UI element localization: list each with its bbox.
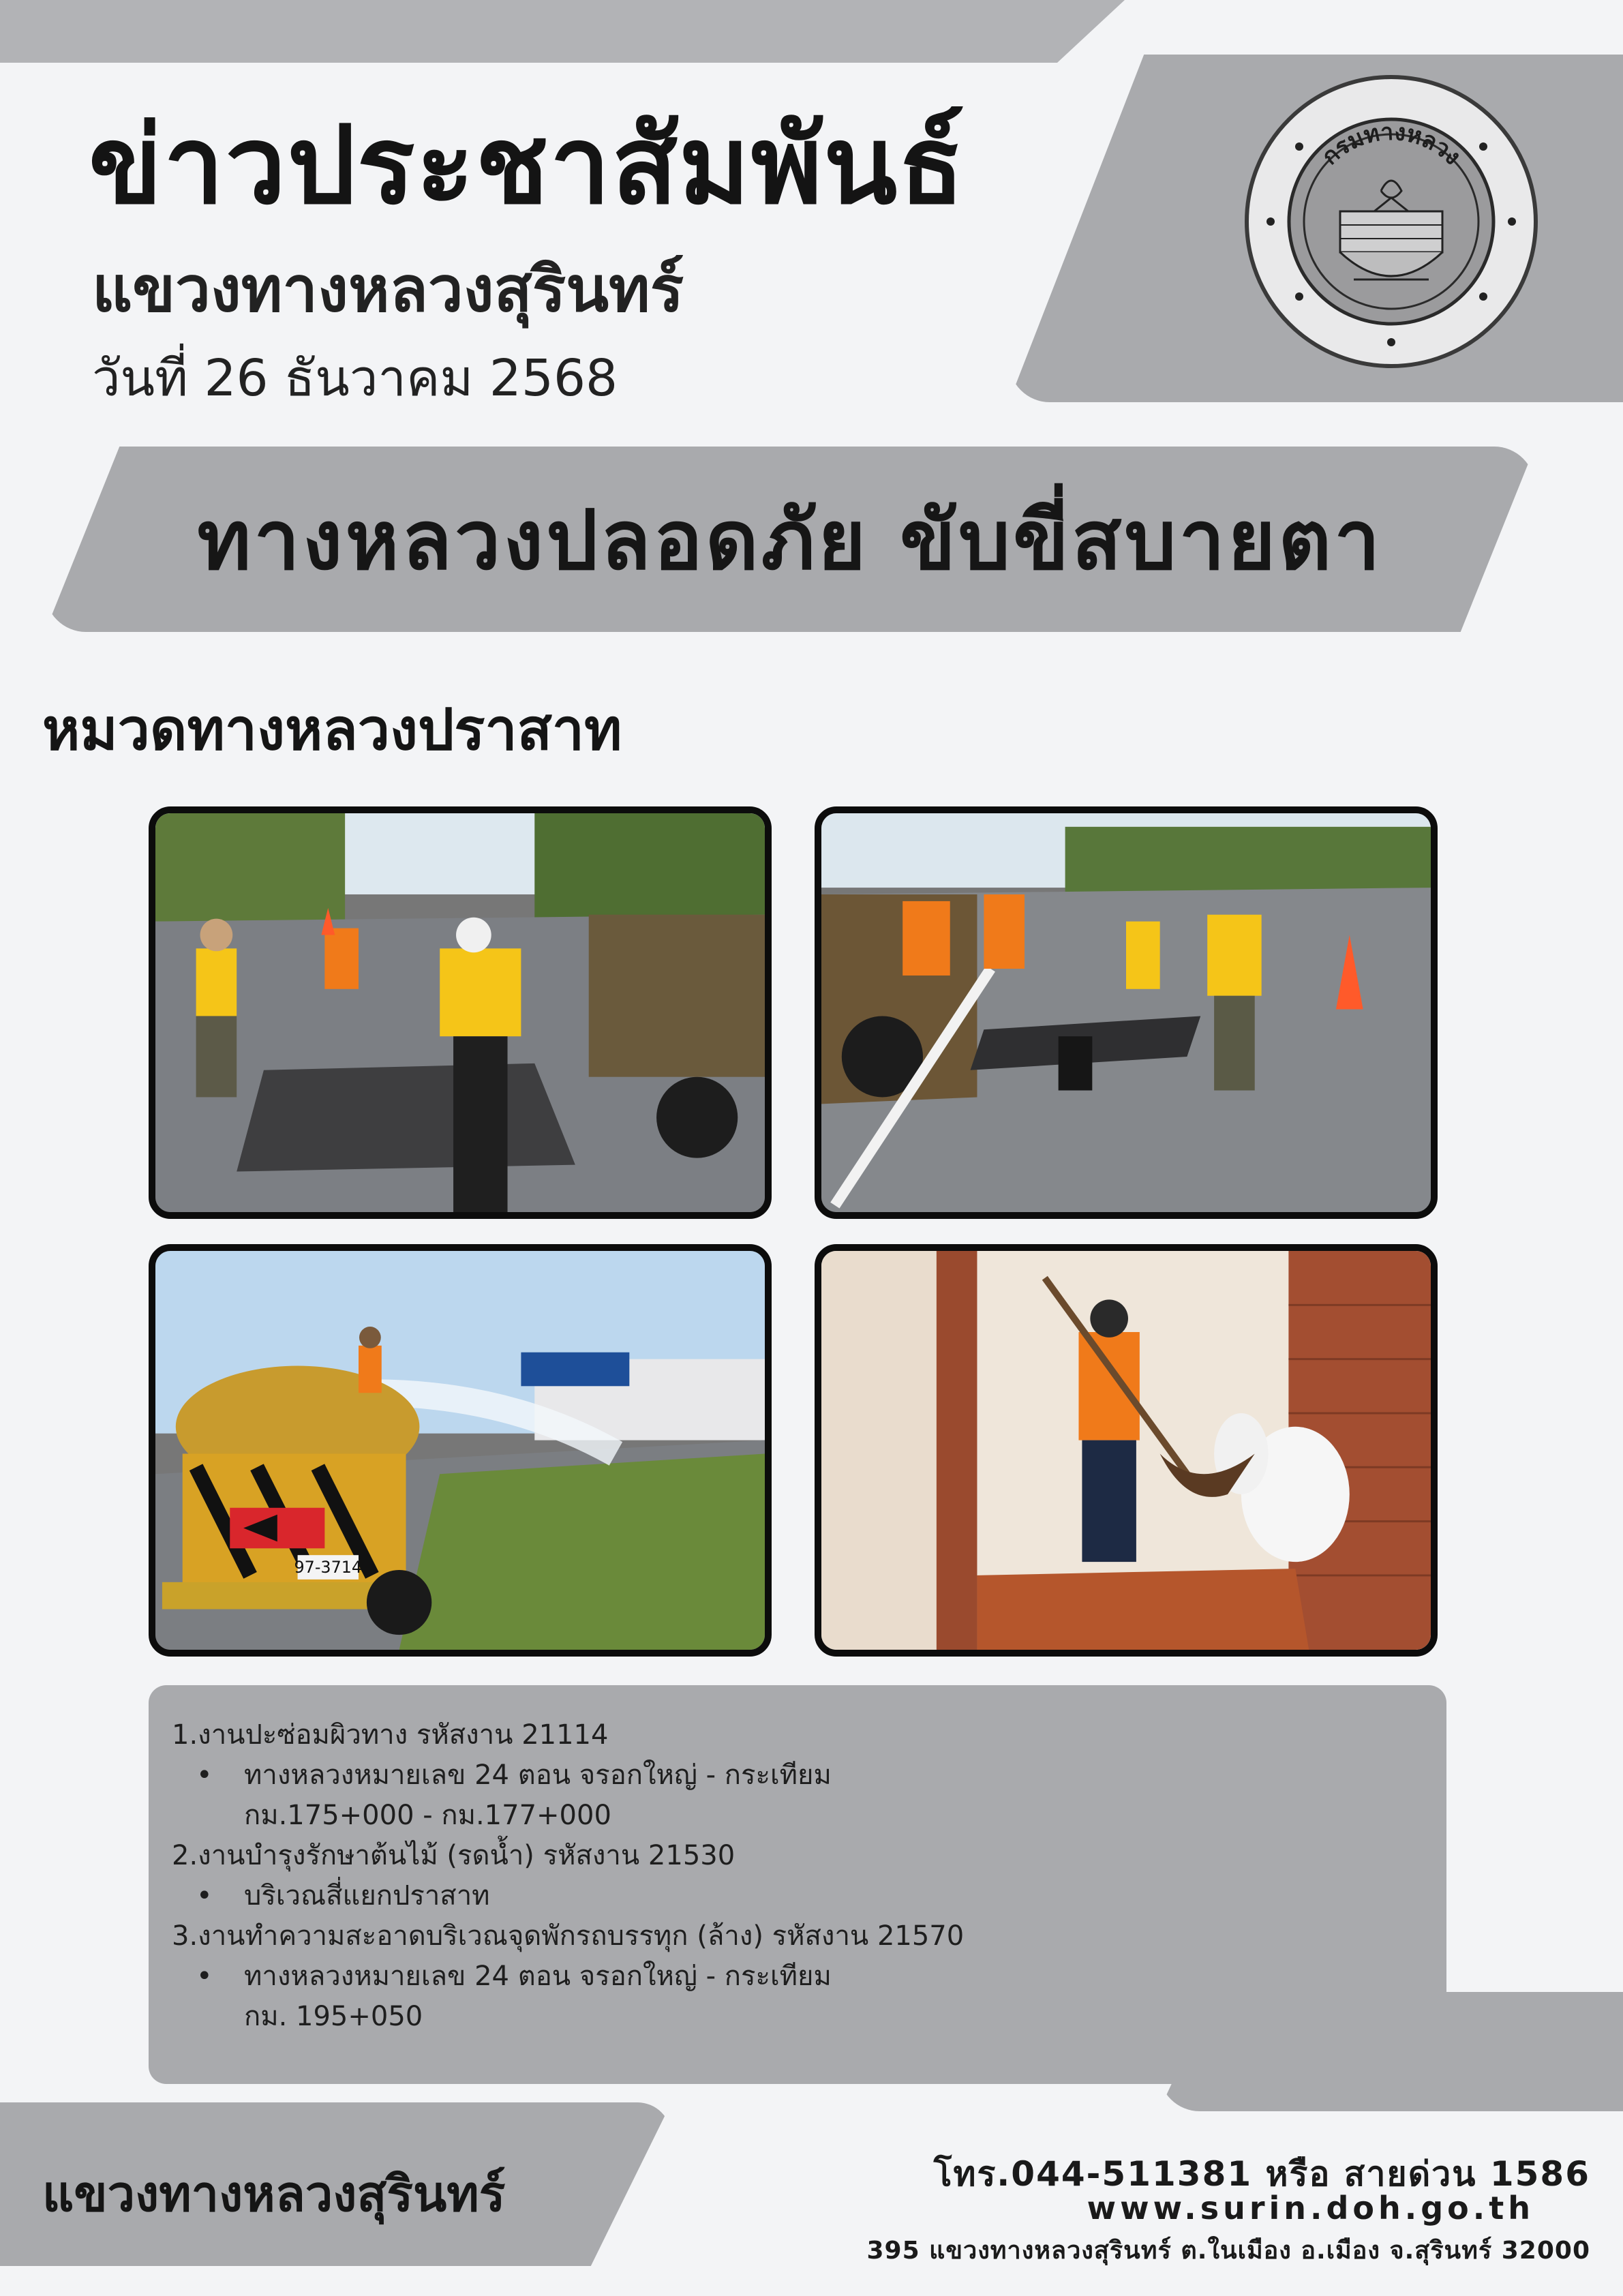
truck-plate: 97-3714: [294, 1557, 363, 1577]
road-patching-photo-2: [815, 806, 1438, 1219]
footer-organization: แขวงทางหลวงสุรินทร์: [42, 2165, 506, 2222]
work-item-3-km: กม. 195+050: [244, 2001, 423, 2032]
bullet-icon: •: [196, 1880, 213, 1912]
bullet-icon: •: [196, 1759, 213, 1791]
work-item-2-location: [172, 1876, 1423, 1916]
publish-date: วันที่ 26 ธันวาคม 2568: [92, 349, 618, 408]
work-item-1-title: 1.งานปะซ่อมผิวทาง รหัสงาน 21114: [172, 1719, 609, 1751]
page-subtitle: แขวงทางหลวงสุรินทร์: [92, 253, 684, 326]
road-patching-photo-1: [149, 806, 772, 1219]
work-item-1-km: กม.175+000 - กม.177+000: [244, 1800, 611, 1831]
restroom-cleaning-photo: [815, 1244, 1438, 1657]
section-title: หมวดทางหลวงปราสาท: [42, 696, 622, 763]
work-details-box: [149, 1685, 1446, 2084]
top-decor-bar: [0, 0, 1125, 63]
slogan-banner: ทางหลวงปลอดภัย ขับขี่สบายตา: [197, 493, 1383, 588]
footer-address: 395 แขวงทางหลวงสุรินทร์ ต.ในเมือง อ.เมือง จ.สุรินทร์ 32000: [866, 2237, 1590, 2265]
work-item-3-location: [172, 1957, 1423, 1997]
work-item-1-location-text: ทางหลวงหมายเลข 24 ตอน จรอกใหญ่ - กระเทียม: [244, 1759, 832, 1791]
footer-phone: โทร.044-511381 หรือ สายด่วน 1586: [933, 2154, 1590, 2194]
page-title: ข่าวประชาสัมพันธ์: [89, 103, 966, 228]
footer-website-link[interactable]: www.surin.doh.go.th: [1087, 2190, 1534, 2226]
work-item-1-location: [172, 1755, 1423, 1796]
department-of-highways-seal-icon: [1245, 75, 1538, 368]
work-item-2-location-text: บริเวณสี่แยกปราสาท: [244, 1880, 490, 1912]
bullet-icon: •: [196, 1961, 213, 1992]
work-item-2-title: 2.งานบำรุงรักษาต้นไม้ (รดน้ำ) รหัสงาน 21530: [172, 1840, 735, 1871]
seal-text: กรมทางหลวง: [1316, 118, 1466, 171]
tree-watering-photo: [149, 1244, 772, 1657]
work-item-3-location-text: ทางหลวงหมายเลข 24 ตอน จรอกใหญ่ - กระเทียม: [244, 1961, 832, 1992]
work-item-3-title: 3.งานทำความสะอาดบริเวณจุดพักรถบรรทุก (ล้าง) รหัสงาน 21570: [172, 1920, 965, 1952]
